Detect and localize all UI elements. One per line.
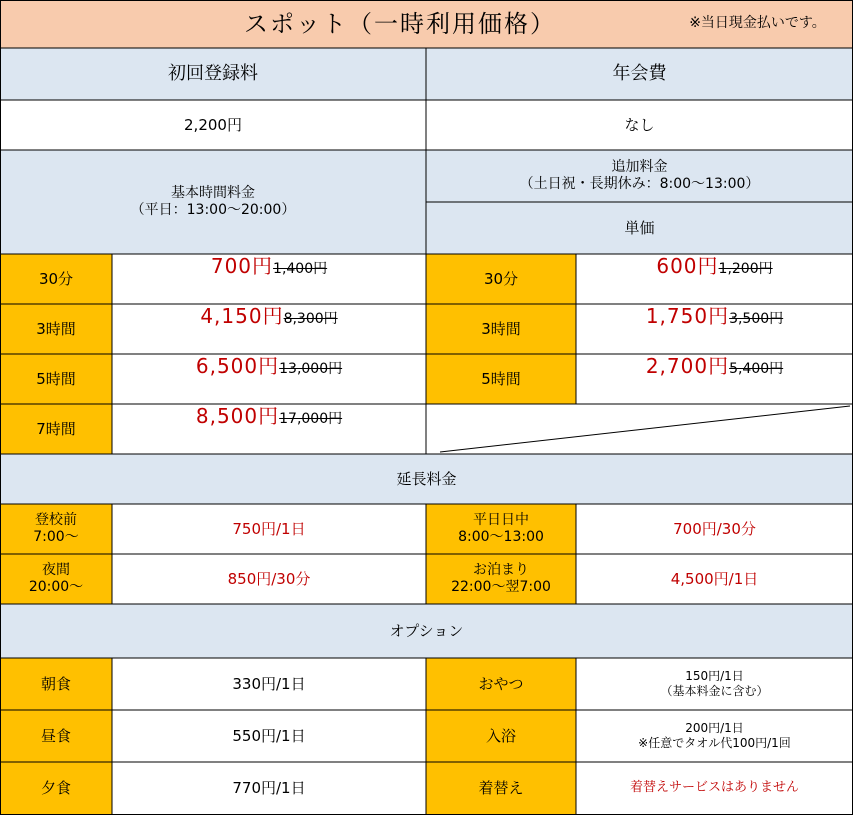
extension-price: 700円/30分 [576,504,853,554]
payment-note: ※当日現金払いです。 [689,15,826,32]
option-price: 770円/1日 [112,762,426,815]
sale-price: 700円 [210,254,274,278]
additional-fee-header [426,150,853,202]
basic-row-price [112,404,426,454]
extension-label-time: 8:00〜13:00 [458,529,544,545]
option-price: 着替えサービスはありません [576,762,853,815]
option-label: 昼食 [0,710,112,762]
extension-label [0,504,112,554]
option-price-main: 150円/1日 [685,669,744,683]
option-price-note: （基本料金に含む） [660,684,769,698]
additional-fee-title: 追加料金 [611,158,668,175]
additional-fee-hours: （土日祝・長期休み：8:00〜13:00） [519,176,760,192]
additional-row-price [576,254,853,304]
original-price: 13,000円 [279,361,343,377]
extension-label-name: 平日日中 [473,511,529,528]
sale-price: 6,500円 [195,354,280,378]
extension-label-time: 7:00〜 [33,529,79,545]
sale-price: 1,750円 [645,304,730,328]
additional-row-label: 30分 [426,254,576,304]
registration-header: 初回登録料 [0,48,426,100]
extension-price: 850円/30分 [112,554,426,604]
option-label: 朝食 [0,658,112,710]
extension-label [426,554,576,604]
original-price: 8,300円 [283,311,338,327]
original-price: 1,400円 [273,261,328,277]
empty-cell [426,404,853,454]
extension-label [0,554,112,604]
basic-row-label: 30分 [0,254,112,304]
original-price: 3,500円 [729,311,784,327]
additional-row-price [576,354,853,404]
basic-row-label: 3時間 [0,304,112,354]
sale-price: 4,150円 [200,304,284,328]
option-label: 着替え [426,762,576,815]
basic-row-price [112,254,426,304]
option-price [576,710,853,762]
annual-fee-header: 年会費 [426,48,853,100]
extension-label-time: 20:00〜 [28,579,84,595]
basic-fee-hours: （平日：13:00〜20:00） [130,202,296,218]
original-price: 1,200円 [718,261,773,277]
option-label: 夕食 [0,762,112,815]
extension-label [426,504,576,554]
additional-row-label: 5時間 [426,354,576,404]
registration-value: 2,200円 [0,100,426,150]
options-header: オプション [0,604,853,658]
basic-fee-title: 基本時間料金 [171,184,255,201]
option-label: 入浴 [426,710,576,762]
extension-price: 4,500円/1日 [576,554,853,604]
extension-label-name: お泊まり [473,561,529,578]
extension-label-name: 登校前 [35,511,77,528]
option-price-main: 200円/1日 [685,721,744,735]
option-price: 330円/1日 [112,658,426,710]
sale-price: 600円 [656,254,719,278]
original-price: 17,000円 [279,411,343,427]
basic-row-price [112,304,426,354]
sale-price: 8,500円 [195,404,280,428]
sale-price: 2,700円 [645,354,730,378]
unit-price-header: 単価 [426,202,853,254]
extension-fee-header: 延長料金 [0,454,853,504]
option-price-note: ※任意でタオル代100円/1回 [638,736,791,750]
extension-label-time: 22:00〜翌7:00 [451,579,551,595]
option-label: おやつ [426,658,576,710]
extension-price: 750円/1日 [112,504,426,554]
basic-row-label: 5時間 [0,354,112,404]
basic-row-label: 7時間 [0,404,112,454]
option-price [576,658,853,710]
extension-label-name: 夜間 [42,561,70,578]
basic-row-price [112,354,426,404]
page-title: スポット（一時利用価格） [244,10,556,38]
basic-fee-header [0,150,426,254]
additional-row-label: 3時間 [426,304,576,354]
option-price: 550円/1日 [112,710,426,762]
additional-row-price [576,304,853,354]
original-price: 5,400円 [729,361,784,377]
annual-fee-value: なし [426,100,853,150]
